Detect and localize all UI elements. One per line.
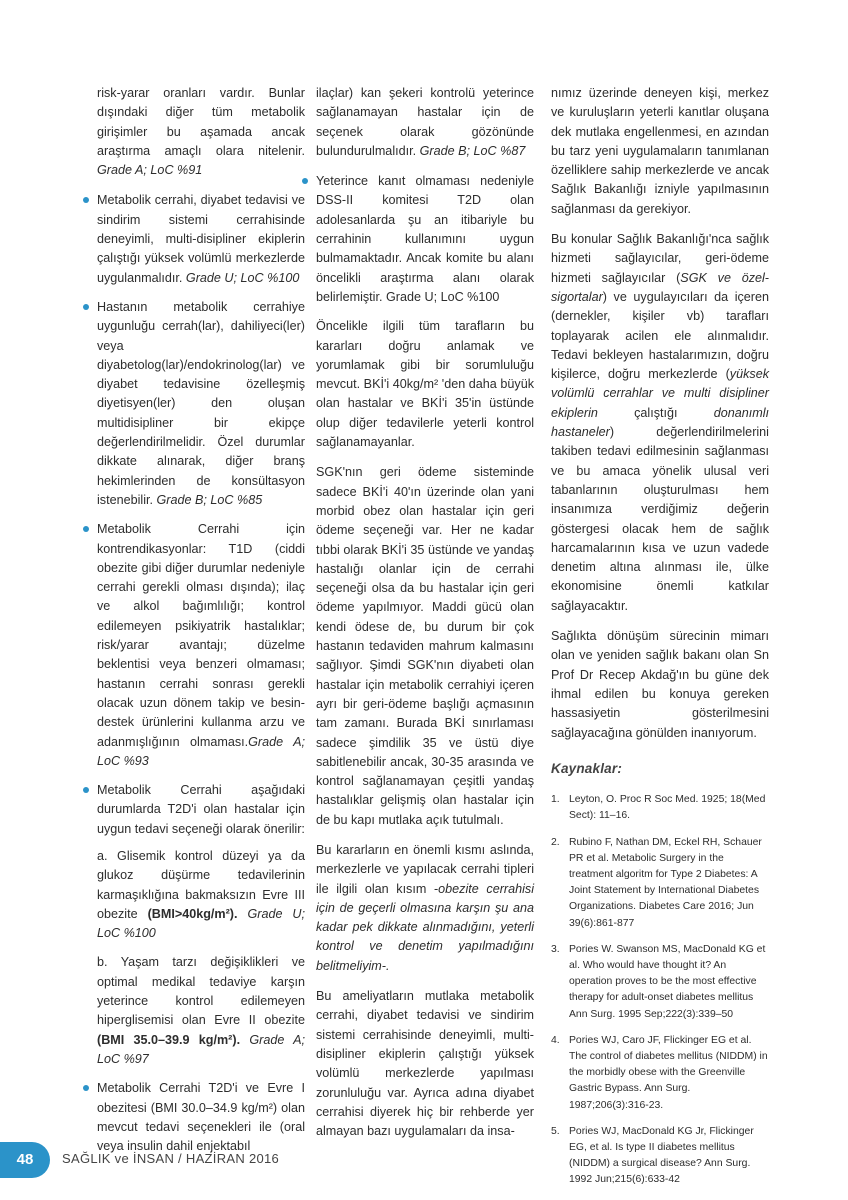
reference-item: 2. Rubino F, Nathan DM, Eckel RH, Schauer PR et al. Metabolic Surgery in the treatment algoritm for Type 2 Diabetes: A Joint Statement by International Diabetes Organizations. Diabetes Care 2016; Jun 39(6):861-877 <box>551 836 762 929</box>
bullet-item: Metabolik Cerrahi aşağıdaki durumlarda T2D'i olan hastalar için uygun tedavi seçeneği olarak önerilir: a. Glisemik kontrol düzeyi ya da glukoz düşürme tedavilerinin karmaşıklığına bakmaksızın Evre III obezite (BMI>40kg/m²). Grade U; LoC %100 b. Yaşam tarzı değişiklikleri ve optimal medikal tedaviye karşın yeterince kontrol edilemeyen hiperglisemisi olan Evre II obezite (BMI 35.0–39.9 kg/m²). Grade A; LoC %97 <box>97 781 305 1069</box>
bullet-dot-icon <box>83 197 89 203</box>
paragraph: Bu kararların en önemli kısmı aslında, merkezlerle ve yapılacak cerrahi tipleri ile ilgili olan kısım -obezite cerrahisi için de geçerli olmasına karşın şu ana kadar pek dikkate alınmadığını, yeterli kontrol ve denetim yapılmadığını belitmeliyim-. <box>316 842 534 973</box>
column-middle <box>316 84 534 1152</box>
sub-item-b: b. Yaşam tarzı değişiklikleri ve optimal medikal tedaviye karşın yeterince kontrol edilemeyen hiperglisemisi olan Evre II obezite (BMI 35.0–39.9 kg/m²). Grade A; LoC %97 <box>97 955 306 1066</box>
bullet-dot-icon <box>83 1085 89 1091</box>
column-right <box>551 84 769 1199</box>
paragraph: SGK'nın geri ödeme sisteminde sadece BKİ'i 40'ın üzerinde olan yani morbid obez olan hastalar için geri ödeme seçeneği var. Her ne kadar tıbbi olarak BKİ'i 35 üstünde ve yandaş hastalığı olanlar için de cerrahi seçeneği olsa da bu hastalar için geri ödeme yapılmıyor. Maddi gücü olan kendi ödese de, bu durum bir çok hastanın tedaviden mahrum kalmasını sağlıyor. Şimdi SGK'nın diyabeti olan hastalar için metabolik cerrahiyi içeren ayrı bir geri-ödeme başlığı açmasının tam zamanı. Burada BKİ sınırlaması sadece şimdilik 35 ve üstü diye sabitlenebilir ancak, 30-35 arasında ve kontrol sağlanamayan çeşitli yandaş hastalıklar gelişmiş olan hastalar için de bu kapı mutlaka açık tutulmalı. <box>316 465 534 827</box>
paragraph-continued: ilaçlar) kan şekeri kontrolü yeterince sağlanamayan hastalar için de seçenek olarak gözönünde bulundurulmalıdır. Grade B; LoC %87 <box>316 86 534 158</box>
paragraph: Öncelikle ilgili tüm tarafların bu kararları doğru anlamak ve yorumlamak gibi bir sorumluluğu mevcut. BKİ'i 40kg/m² 'den daha büyük olan hastalar ve BKİ'i 35'in üstünde olup diğer tedavilerle yeterli kontrol sağlanamayanlar. <box>316 319 534 450</box>
bullet-item: Metabolik cerrahi, diyabet tedavisi ve sindirim sistemi cerrahisinde deneyimli, multi-disipliner ekiplerin çalıştığı yüksek volümlü merkezlerde uygulanmalıdır. Grade U; LoC %100 <box>97 191 305 287</box>
bullet-dot-icon <box>83 304 89 310</box>
bullet-dot-icon <box>302 178 308 184</box>
paragraph: nımız üzerinde deneyen kişi, merkez ve kuruluşların yeterli kanıtlar oluşana dek mutlaka engellenmesi, en azından bu tarz yeni uygulamaların tanımlanan özelliklere sahip merkezlerde ve ancak Sağlık Bakanlığı izniyle yapılmasının sağlanması da gerekiyor. <box>551 86 769 216</box>
sub-item-a: a. Glisemik kontrol düzeyi ya da glukoz düşürme tedavilerinin karmaşıklığına bakmaksızın Evre III obezite (BMI>40kg/m²). Grade U; LoC %100 <box>97 848 305 941</box>
paragraph-intro: risk-yarar oranları vardır. Bunlar dışındaki diğer tüm metabolik girişimler bu aşamada ancak araştırma amaçlı olara nitelenir. Grade A; LoC %91 <box>97 86 305 178</box>
page-number: 48 <box>0 1142 50 1178</box>
paragraph: Bu ameliyatların mutlaka metabolik cerrahi, diyabet tedavisi ve sindirim sistemi cerrahisinde deneyimli, multi-disipliner ekiplerin çalıştığı yüksek volümlü merkezlerde yapılması zorunluluğu var. Ayrıca adına diyabet cerrahisi diyerek hiç bir rehberde yer almayan bazı uygulamaları da insa- <box>316 989 534 1139</box>
reference-item: 3. Pories W. Swanson MS, MacDonald KG et al. Who would have thought it? An operation proves to be the most effective therapy for adult-onset diabetes mellitus Ann Surg. 1995 Sep;222(3):339–50 <box>551 943 766 1020</box>
reference-item: 4. Pories WJ, Caro JF, Flickinger EG et al. The control of diabetes mellitus (NIDDM) in the morbidly obese with the Greenville Gastric Bypass. Ann Surg. 1987;206(3):316-23. <box>551 1034 768 1111</box>
bullet-item: Metabolik Cerrahi için kontrendikasyonlar: T1D (ciddi obezite gibi diğer durumlar nedeniyle cerrahi gerekli olması dışında); ilaç ve alkol bağımlılığı; kontrol edilemeyen psikiyatrik hastalıklar; risk/yarar avantajı; düzelme beklentisi veya benzeri olmaması; hastanın cerrahi sonrası gerekli olacak uzun dönem takip ve besin-destek ürünlerini kullanma arzu ve adanmışlığının olmaması.Grade A; LoC %93 <box>97 520 305 771</box>
column-left <box>97 84 305 1166</box>
bullet-dot-icon <box>83 526 89 532</box>
paragraph: Bu konular Sağlık Bakanlığı'nca sağlık hizmeti sağlayıcılar, geri-ödeme hizmeti sağlayıcılar (SGK ve özel-sigortalar) ve uygulayıcıları da içeren (dernekler, kişiler vb) tarafları toplayarak acilen ele alınmalıdır. Tedavi bekleyen hastalarımızın, doğru kişilerce, doğru merkezlerde (yüksek volümlü cerrahlar ve multi disipliner ekiplerin çalıştığı donanımlı hastaneler) değerlendirilmelerini takiben tedavi edilmesinin sağlanması ve bu amaca yönelik ulusal veri tabanlarının oluşturulması hem insanımıza verdiğimiz değerin göstergesi olacak hem de sağlık harcamalarının kısa ve uzun vadede denetim altına alınması ile, ülke ekonomisine önemli katkılar sağlayacaktır. <box>551 232 769 613</box>
page-footer <box>0 1142 300 1178</box>
references-list <box>551 792 769 1188</box>
paragraph: Sağlıkta dönüşüm sürecinin mimarı olan ve yeniden sağlık bakanı olan Sn Prof Dr Recep Akdağ'ın bu güne dek ihmal edilen bu konuya gereken hassasiyetin gösterilmesini sağlayacağına gönülden inanıyorum. <box>551 629 769 740</box>
reference-item: 1. Leyton, O. Proc R Soc Med. 1925; 18(Med Sect): 11–16. <box>551 794 766 822</box>
reference-item: 5. Pories WJ, MacDonald KG Jr, Flickinger EG, et al. Is type II diabetes mellitus (NIDDM) a surgical disease? Ann Surg. 1992 Jun;215(6):633-42 <box>551 1125 754 1186</box>
bullet-item: Hastanın metabolik cerrahiye uygunluğu cerrah(lar), dahiliyeci(ler) veya diyabetolog(lar)/endokrinolog(lar) ve diyabet tedavisine özelleşmiş diyetisyen(ler) den oluşan multidisipliner bir ekipçe değerlendirilmelidir. Özel durumlar dikkate alınarak, diğer branş hekimlerinden de konsültasyon istenebilir. Grade B; LoC %85 <box>97 298 305 510</box>
bullet-item: Metabolik Cerrahi T2D'i ve Evre I obezitesi (BMI 30.0–34.9 kg/m²) olan mevcut tedavi seçenekleri ile (oral veya insulin dahil enjektabıl <box>97 1079 305 1156</box>
references-title: Kaynaklar: <box>551 760 623 776</box>
publication-title: SAĞLIK ve İNSAN / HAZİRAN 2016 <box>62 1151 280 1166</box>
bullet-dot-icon <box>83 787 89 793</box>
bullet-item: Yeterince kanıt olmaması nedeniyle DSS-II komitesi T2D olan adolesanlarda şu an itibariyle bu cerrahinin kullanımını uygun bulmamaktadır. Ancak komite bu alanı öncelikli araştırma alanı olarak belirlemiştir. Grade U; LoC %100 <box>316 172 534 307</box>
